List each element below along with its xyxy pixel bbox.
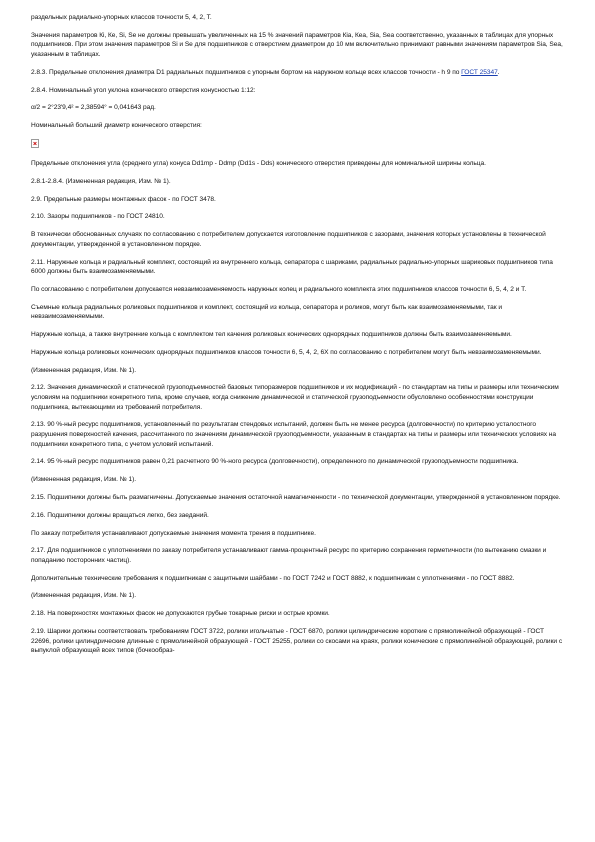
paragraph-parameter-limits: Значения параметров Кi, Кe, Si, Se не должны превышать увеличенных на 15 % значений параметров Кia, Кea, Sia, Sea соответственно, указанных в таблицах для упорных подшипников. При этом значения параметров Si и Se для подшипников с отверстием диаметром до 10 мм включительно принимают равными значениям параметров Sia, Sea, указанным в таблицах. bbox=[31, 31, 563, 58]
paragraph-accuracy-classes: раздельных радиально-упорных классов точности 5, 4, 2, Т. bbox=[31, 14, 212, 21]
paragraph-2-8-3 bbox=[31, 68, 563, 78]
paragraph-2-13: 2.13. 90 %-ный ресурс подшипников, установленный по результатам стендовых испытаний, должен быть не менее ресурса (долговечности) по критерию усталостного разрушения поверхностей качения, рассчитанного по значениям динамической грузоподъемности, указанным в стандартах на типы и размеры или технических условиях на подшипники конкретного типа, с учетом условий испытаний. bbox=[31, 421, 557, 448]
paragraph-2-14: 2.14. 95 %-ный ресурс подшипников равен 0,21 расчетного 90 %-ного ресурса (долговечности), определенного по динамической грузоподъемности подшипника. bbox=[31, 458, 519, 466]
paragraph-amendment-2-11: (Измененная редакция, Изм. № 1). bbox=[31, 366, 137, 374]
formula-image-row bbox=[31, 139, 563, 151]
paragraph-2-11: 2.11. Наружные кольца и радиальный комплект, состоящий из внутреннего кольца, сепаратора с шариками, радиальных радиально-упорных шариковых подшипников типа 6000 должны быть взаимозаменяемыми. bbox=[31, 258, 553, 276]
paragraph-removable-rings: Съемные кольца радиальных роликовых подшипников и комплект, состоящий из кольца, сепаратора и роликов, могут быть как взаимозаменяемыми, так и невзаимозаменяемыми. bbox=[31, 303, 502, 321]
paragraph-amendment-2-14: (Измененная редакция, Изм. № 1). bbox=[31, 476, 137, 484]
paragraph-2-8-3-text: 2.8.3. Предельные отклонения диаметра D1 радиальных подшипников с упорным бортом на наружном кольце всех классов точности - h 9 по bbox=[31, 68, 462, 76]
paragraph-2-16: 2.16. Подшипники должны вращаться легко, без заеданий. bbox=[31, 511, 209, 519]
paragraph-2-15: 2.15. Подшипники должны быть размагничены. Допускаемые значения остаточной намагниченности - по технической документации, утвержденной в установленном порядке. bbox=[31, 493, 561, 501]
paragraph-outer-rings-interchangeable: Наружные кольца, а также внутренние кольца с комплектом тел качения роликовых конических однорядных подшипников должны быть взаимозаменяемыми. bbox=[31, 331, 512, 339]
paragraph-2-19: 2.19. Шарики должны соответствовать требованиям ГОСТ 3722, ролики игольчатые - ГОСТ 6870, ролики цилиндрические короткие с прямолинейной образующей - ГОСТ 22696, ролики цилиндрические длинные с прямолинейной образующей - ГОСТ 25255, ролики со скосами на краях, ролики конические с прямолинейной образующей, ролики с выпуклой образующей всех типов (бочкообраз- bbox=[31, 628, 563, 655]
paragraph-amendment-2-17: (Измененная редакция, Изм. № 1). bbox=[31, 592, 137, 600]
paragraph-clearances-agreement: В технически обоснованных случаях по согласованию с потребителем допускается изготовление подшипников с зазорами, значения которых установлены в технической документации, утвержденной в установленном порядке. bbox=[31, 231, 546, 248]
paragraph-amendment-2-8: 2.8.1-2.8.4. (Измененная редакция, Изм. № 1). bbox=[31, 177, 171, 185]
paragraph-2-9: 2.9. Предельные размеры монтажных фасок - по ГОСТ 3478. bbox=[31, 195, 216, 203]
paragraph-2-18: 2.18. На поверхностях монтажных фасок не допускаются грубые токарные риски и острые кромки. bbox=[31, 610, 330, 618]
paragraph-2-8-3-end: . bbox=[497, 68, 500, 76]
paragraph-non-interchangeability: По согласованию с потребителем допускается невзаимозаменяемость наружных колец и радиального комплекта этих подшипников классов точности 6, 5, 4, 2 и Т. bbox=[31, 285, 527, 293]
paragraph-2-8-4: 2.8.4. Номинальный угол уклона конического отверстия конусностью 1:12: bbox=[31, 86, 256, 94]
paragraph-cone-angle-deviation: Предельные отклонения угла (среднего угла) конуса Dd1mp - Ddmp (Dd1s - Dds) конического отверстия приведены для номинальной ширины кольца. bbox=[31, 160, 486, 168]
gost-25347-link[interactable]: ГОСТ 25347 bbox=[461, 68, 498, 76]
broken-image-icon bbox=[31, 139, 39, 148]
paragraph-friction-torque: По заказу потребителя устанавливают допускаемые значения момента трения в подшипнике. bbox=[31, 529, 316, 537]
paragraph-nominal-diameter: Номинальный больший диаметр конического отверстия: bbox=[31, 122, 202, 130]
paragraph-outer-rings-non-interchangeable: Наружные кольца роликовых конических однорядных подшипников классов точности 6, 5, 4, 2, 6Х по согласованию с потребителем могут быть невзаимозаменяемыми. bbox=[31, 348, 542, 356]
paragraph-2-10: 2.10. Зазоры подшипников - по ГОСТ 24810. bbox=[31, 213, 165, 221]
paragraph-additional-requirements: Дополнительные технические требования к подшипникам с защитными шайбами - по ГОСТ 7242 и ГОСТ 8882, к подшипникам с уплотнениями - по ГОСТ 8882. bbox=[31, 574, 515, 582]
paragraph-2-17: 2.17. Для подшипников с уплотнениями по заказу потребителя устанавливают гамма-процентный ресурс по критерию сохранения герметичности (по вытеканию смазки и попаданию посторонних частиц). bbox=[31, 547, 547, 564]
formula-angle: α/2 = 2°23'9,4² = 2,38594° = 0,041643 рад. bbox=[31, 104, 156, 112]
paragraph-2-12: 2.12. Значения динамической и статической грузоподъемностей базовых типоразмеров подшипников и их модификаций - по стандартам на типы и размеры или техническим условиям на подшипники конкретного типа, кроме случаев, когда снижение динамической и статической грузоподъемности обусловлено особенностями конструкции подшипника, вытекающими из требований потребителя. bbox=[31, 384, 559, 411]
